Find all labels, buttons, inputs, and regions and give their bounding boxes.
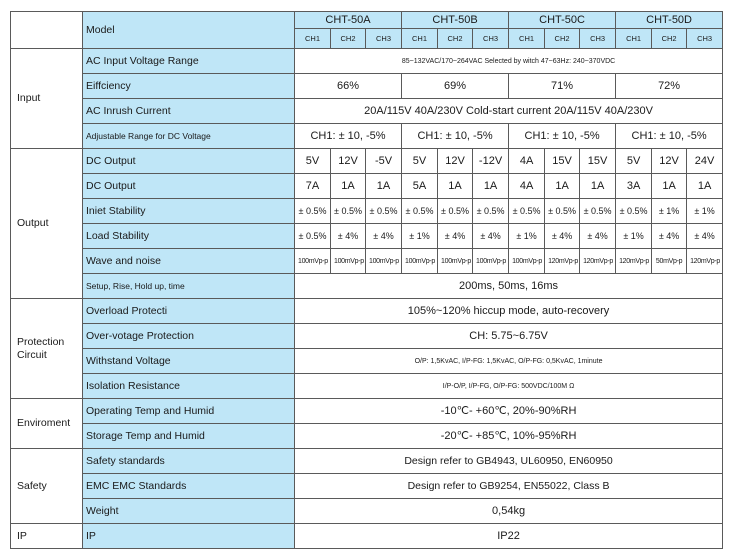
wave-noise-cell: 120mVp-p [580, 249, 616, 274]
safety-standards-label: Safety standards [83, 449, 295, 474]
inlet-stability-cell: ± 1% [652, 199, 687, 224]
efficiency-value: 66% [295, 74, 402, 99]
channel-header: CH1 [402, 29, 438, 49]
overload-value: 105%~120% hiccup mode, auto-recovery [295, 299, 723, 324]
isolation-resistance-value: I/P-O/P, I/P-FG, O/P-FG: 500VDC/100M Ω [295, 374, 723, 399]
wave-noise-cell: 100mVp-p [331, 249, 366, 274]
channel-header: CH1 [295, 29, 331, 49]
wave-noise-cell: 120mVp-p [616, 249, 652, 274]
load-stability-cell: ± 4% [438, 224, 473, 249]
category-safety: Safety [11, 449, 83, 524]
ip-label: IP [83, 524, 295, 549]
load-stability-cell: ± 1% [402, 224, 438, 249]
dc-current-cell: 1A [580, 174, 616, 199]
model-label: Model [83, 12, 295, 49]
dc-output-voltage-label: DC Output [83, 149, 295, 174]
adjustable-range-label: Adjustable Range for DC Voltage [83, 124, 295, 149]
dc-current-cell: 1A [473, 174, 509, 199]
inlet-stability-cell: ± 0.5% [295, 199, 331, 224]
inlet-stability-label: Iniet Stability [83, 199, 295, 224]
channel-header: CH2 [331, 29, 366, 49]
wave-noise-cell: 120mVp-p [545, 249, 580, 274]
category-environment: Enviroment [11, 399, 83, 449]
spec-table [10, 11, 723, 549]
category-input: Input [11, 49, 83, 149]
dc-voltage-cell: -12V [473, 149, 509, 174]
inlet-stability-cell: ± 0.5% [616, 199, 652, 224]
inrush-value: 20A/115V 40A/230V Cold-start current 20A/115V 40A/230V [295, 99, 723, 124]
load-stability-cell: ± 4% [366, 224, 402, 249]
ip-value: IP22 [295, 524, 723, 549]
adjustable-range-value: CH1: ± 10, -5% [616, 124, 723, 149]
overvoltage-label: Over-votage Protection [83, 324, 295, 349]
emc-standards-label: EMC EMC Standards [83, 474, 295, 499]
dc-current-cell: 1A [545, 174, 580, 199]
wave-noise-cell: 100mVp-p [366, 249, 402, 274]
adjustable-range-value: CH1: ± 10, -5% [402, 124, 509, 149]
load-stability-cell: ± 4% [331, 224, 366, 249]
load-stability-cell: ± 4% [687, 224, 723, 249]
load-stability-cell: ± 4% [580, 224, 616, 249]
dc-current-cell: 1A [438, 174, 473, 199]
wave-noise-cell: 100mVp-p [402, 249, 438, 274]
adjustable-range-value: CH1: ± 10, -5% [295, 124, 402, 149]
efficiency-value: 71% [509, 74, 616, 99]
overvoltage-value: CH: 5.75~6.75V [295, 324, 723, 349]
channel-header: CH2 [652, 29, 687, 49]
load-stability-cell: ± 4% [545, 224, 580, 249]
wave-noise-cell: 100mVp-p [295, 249, 331, 274]
channel-header: CH3 [366, 29, 402, 49]
wave-noise-cell: 120mVp-p [687, 249, 723, 274]
inlet-stability-cell: ± 0.5% [580, 199, 616, 224]
model-cht-50b: CHT-50B [402, 12, 509, 29]
load-stability-label: Load Stability [83, 224, 295, 249]
wave-noise-cell: 100mVp-p [509, 249, 545, 274]
dc-current-cell: 1A [652, 174, 687, 199]
channel-header: CH3 [473, 29, 509, 49]
dc-voltage-cell: 24V [687, 149, 723, 174]
adjustable-range-value: CH1: ± 10, -5% [509, 124, 616, 149]
dc-voltage-cell: 4A [509, 149, 545, 174]
dc-current-cell: 4A [509, 174, 545, 199]
operating-temp-value: -10℃- +60℃, 20%-90%RH [295, 399, 723, 424]
safety-standards-value: Design refer to GB4943, UL60950, EN60950 [295, 449, 723, 474]
inlet-stability-cell: ± 0.5% [545, 199, 580, 224]
withstand-voltage-label: Withstand Voltage [83, 349, 295, 374]
category-ip: IP [11, 524, 83, 549]
inrush-label: AC Inrush Current [83, 99, 295, 124]
inlet-stability-cell: ± 0.5% [331, 199, 366, 224]
dc-voltage-cell: 5V [616, 149, 652, 174]
storage-temp-value: -20℃- +85℃, 10%-95%RH [295, 424, 723, 449]
load-stability-cell: ± 1% [509, 224, 545, 249]
channel-header: CH3 [580, 29, 616, 49]
channel-header: CH2 [438, 29, 473, 49]
inlet-stability-cell: ± 0.5% [438, 199, 473, 224]
setup-time-value: 200ms, 50ms, 16ms [295, 274, 723, 299]
efficiency-value: 69% [402, 74, 509, 99]
dc-voltage-cell: 12V [331, 149, 366, 174]
channel-header: CH1 [616, 29, 652, 49]
withstand-voltage-value: O/P: 1,5KvAC, I/P-FG: 1,5KvAC, O/P-FG: 0,5KvAC, 1minute [295, 349, 723, 374]
weight-label: Weight [83, 499, 295, 524]
inlet-stability-cell: ± 1% [687, 199, 723, 224]
channel-header: CH2 [545, 29, 580, 49]
emc-standards-value: Design refer to GB9254, EN55022, Class B [295, 474, 723, 499]
dc-current-cell: 1A [366, 174, 402, 199]
operating-temp-label: Operating Temp and Humid [83, 399, 295, 424]
load-stability-cell: ± 1% [616, 224, 652, 249]
dc-voltage-cell: 5V [402, 149, 438, 174]
efficiency-label: Eiffciency [83, 74, 295, 99]
wave-noise-cell: 100mVp-p [438, 249, 473, 274]
dc-current-cell: 7A [295, 174, 331, 199]
category-protection-line1: Protection [17, 335, 65, 348]
inlet-stability-cell: ± 0.5% [473, 199, 509, 224]
dc-voltage-cell: -5V [366, 149, 402, 174]
inlet-stability-cell: ± 0.5% [366, 199, 402, 224]
ac-input-range-value: 85~132VAC/170~264VAC Selected by witch 47~63Hz: 240~370VDC [295, 49, 723, 74]
dc-current-cell: 3A [616, 174, 652, 199]
inlet-stability-cell: ± 0.5% [509, 199, 545, 224]
dc-current-cell: 5A [402, 174, 438, 199]
category-protection [11, 299, 83, 399]
corner-cell [11, 12, 83, 49]
dc-voltage-cell: 5V [295, 149, 331, 174]
category-protection-line2: Circuit [17, 348, 47, 361]
dc-current-cell: 1A [331, 174, 366, 199]
dc-voltage-cell: 12V [438, 149, 473, 174]
storage-temp-label: Storage Temp and Humid [83, 424, 295, 449]
load-stability-cell: ± 0.5% [295, 224, 331, 249]
wave-noise-cell: 50mVp-p [652, 249, 687, 274]
wave-noise-cell: 100mVp-p [473, 249, 509, 274]
load-stability-cell: ± 4% [473, 224, 509, 249]
inlet-stability-cell: ± 0.5% [402, 199, 438, 224]
overload-label: Overload Protecti [83, 299, 295, 324]
channel-header: CH3 [687, 29, 723, 49]
channel-header: CH1 [509, 29, 545, 49]
weight-value: 0,54kg [295, 499, 723, 524]
load-stability-cell: ± 4% [652, 224, 687, 249]
dc-voltage-cell: 15V [545, 149, 580, 174]
dc-voltage-cell: 15V [580, 149, 616, 174]
category-output: Output [11, 149, 83, 299]
dc-voltage-cell: 12V [652, 149, 687, 174]
wave-noise-label: Wave and noise [83, 249, 295, 274]
model-cht-50a: CHT-50A [295, 12, 402, 29]
dc-output-current-label: DC Output [83, 174, 295, 199]
model-cht-50c: CHT-50C [509, 12, 616, 29]
dc-current-cell: 1A [687, 174, 723, 199]
efficiency-value: 72% [616, 74, 723, 99]
isolation-resistance-label: Isolation Resistance [83, 374, 295, 399]
setup-time-label: Setup, Rise, Hold up, time [83, 274, 295, 299]
ac-input-range-label: AC Input Voltage Range [83, 49, 295, 74]
model-cht-50d: CHT-50D [616, 12, 723, 29]
